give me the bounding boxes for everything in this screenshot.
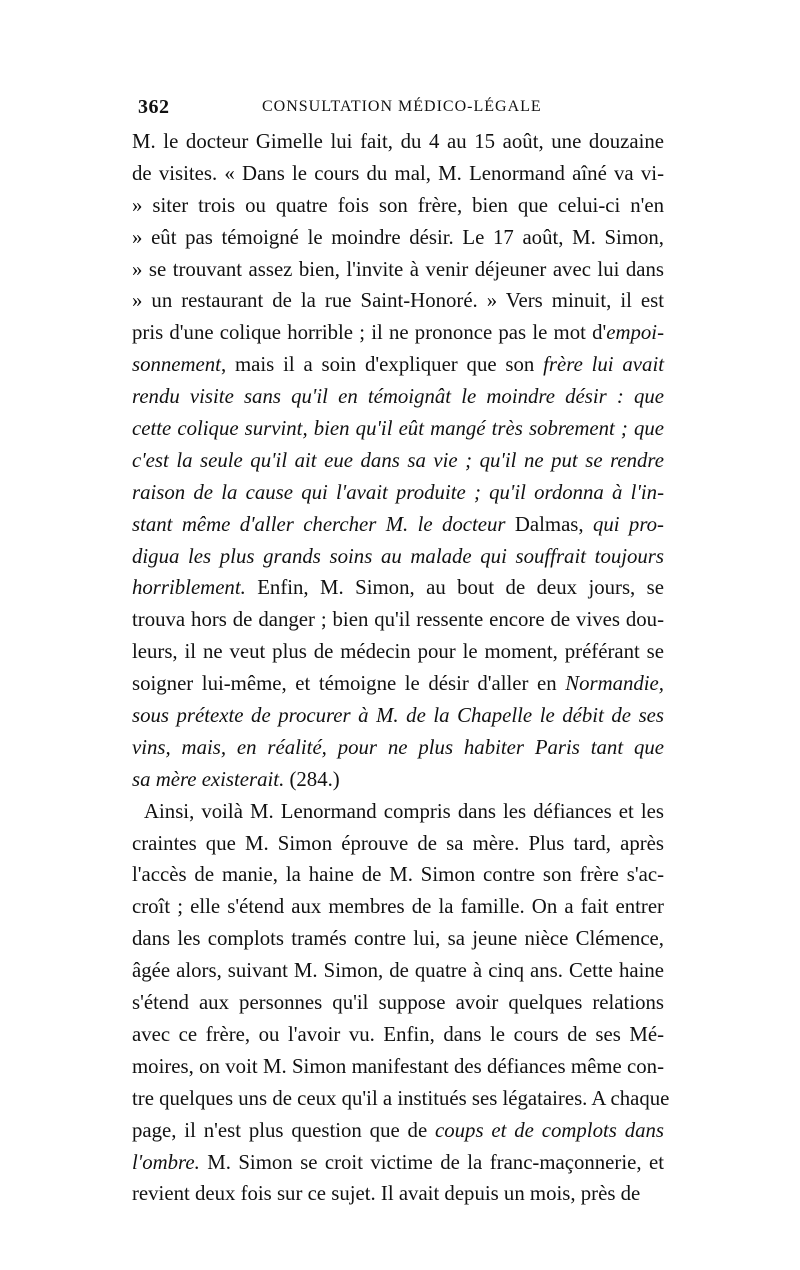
text-line bbox=[132, 477, 664, 509]
text-line bbox=[132, 859, 664, 891]
text-segment: croît ; elle s'étend aux membres de la famille. On a fait entrer bbox=[132, 895, 664, 919]
italic-text-segment: digua les plus grands soins au malade qui souffrait toujours bbox=[132, 544, 664, 568]
text-segment: , mais il a soin d'expliquer que son bbox=[220, 353, 544, 377]
italic-text-segment: cette colique survint, bien qu'il eût mangé très sobrement ; que bbox=[132, 417, 664, 441]
italic-text-segment: sonnement bbox=[132, 353, 221, 377]
text-line bbox=[132, 987, 664, 1019]
text-line bbox=[132, 413, 664, 445]
text-line bbox=[132, 1115, 664, 1147]
italic-text-segment: horriblement. bbox=[132, 576, 246, 600]
text-segment: soigner lui-même, et témoigne le désir d'aller en bbox=[132, 672, 566, 696]
italic-text-segment: rendu visite sans qu'il en témoignât le moindre désir : que bbox=[132, 385, 664, 409]
italic-text-segment: c'est la seule qu'il ait eue dans sa vie ; qu'il ne put se rendre bbox=[132, 448, 664, 472]
text-line bbox=[132, 955, 664, 987]
text-segment: craintes que M. Simon éprouve de sa mère. Plus tard, après bbox=[132, 831, 664, 855]
text-segment: (284.) bbox=[284, 767, 340, 791]
text-segment: » eût pas témoigné le moindre désir. Le 17 août, M. Simon, bbox=[132, 225, 664, 249]
text-segment: Enfin, M. Simon, au bout de deux jours, se bbox=[245, 576, 664, 600]
text-segment: pris d'une colique horrible ; il ne prononce pas le mot d' bbox=[132, 321, 607, 345]
text-line bbox=[132, 126, 664, 158]
text-line bbox=[132, 923, 664, 955]
italic-text-segment: sous prétexte de procurer à M. de la Chapelle le débit de ses bbox=[132, 704, 664, 728]
text-segment: s'étend aux personnes qu'il suppose avoir quelques relations bbox=[132, 991, 664, 1015]
text-segment: moires, on voit M. Simon manifestant des défiances même con- bbox=[132, 1054, 664, 1078]
italic-text-segment: qui pro- bbox=[592, 512, 664, 536]
text-line bbox=[132, 764, 664, 796]
text-line bbox=[132, 349, 664, 381]
text-segment: » siter trois ou quatre fois son frère, bien que celui-ci n'en bbox=[132, 193, 664, 217]
italic-text-segment: empoi- bbox=[606, 321, 664, 345]
page-number: 362 bbox=[138, 96, 170, 118]
italic-text-segment: vins, mais, en réalité, pour ne plus habiter Paris tant que bbox=[132, 735, 664, 759]
text-segment: page, il n'est plus question que de bbox=[132, 1118, 436, 1142]
text-line bbox=[132, 1051, 664, 1083]
text-line bbox=[132, 1019, 664, 1051]
text-segment: » se trouvant assez bien, l'invite à venir déjeuner avec lui dans bbox=[132, 257, 664, 281]
page-header bbox=[138, 96, 662, 126]
text-line bbox=[132, 668, 664, 700]
text-segment: leurs, il ne veut plus de médecin pour le moment, préférant se bbox=[132, 640, 664, 664]
text-line bbox=[132, 1147, 664, 1179]
text-segment: , bbox=[578, 512, 593, 536]
text-line bbox=[132, 317, 664, 349]
text-line bbox=[132, 828, 664, 860]
text-segment: M. le docteur Gimelle lui fait, du 4 au 15 août, une douzaine bbox=[132, 130, 664, 153]
text-segment: âgée alors, suivant M. Simon, de quatre à cinq ans. Cette haine bbox=[132, 959, 664, 983]
text-segment: avec ce frère, ou l'avoir vu. Enfin, dans le cours de ses Mé- bbox=[132, 1022, 664, 1046]
text-segment: de visites. « Dans le cours du mal, M. Lenormand aîné va vi- bbox=[132, 161, 664, 185]
text-line bbox=[132, 891, 664, 923]
italic-text-segment: coups et de complots dans bbox=[435, 1118, 664, 1142]
text-segment: Ainsi, voilà M. Lenormand compris dans les défiances et les bbox=[144, 799, 664, 823]
text-line bbox=[132, 222, 664, 254]
text-segment: » un restaurant de la rue Saint-Honoré. » Vers minuit, il est bbox=[132, 289, 664, 313]
text-segment: tre quelques uns de ceux qu'il a institués ses légataires. A chaque bbox=[132, 1086, 670, 1110]
text-line bbox=[132, 636, 664, 668]
text-line bbox=[132, 158, 664, 190]
text-line bbox=[132, 1178, 664, 1210]
text-line bbox=[132, 732, 664, 764]
italic-text-segment: stant même d'aller chercher M. le docteur bbox=[132, 512, 515, 536]
text-line bbox=[132, 572, 664, 604]
text-line bbox=[132, 381, 664, 413]
text-line bbox=[132, 796, 664, 828]
text-segment: dans les complots tramés contre lui, sa jeune nièce Clémence, bbox=[132, 927, 664, 951]
italic-text-segment: frère lui avait bbox=[543, 353, 664, 377]
text-segment: trouva hors de danger ; bien qu'il ressente encore de vives dou- bbox=[132, 608, 664, 632]
italic-text-segment: Normandie, bbox=[565, 672, 664, 696]
italic-text-segment: sa mère existerait. bbox=[132, 767, 285, 791]
text-line bbox=[132, 1083, 670, 1115]
body-text bbox=[132, 126, 670, 1210]
text-line bbox=[132, 604, 664, 636]
text-line bbox=[132, 190, 664, 222]
text-line bbox=[132, 541, 664, 573]
text-line bbox=[132, 700, 664, 732]
text-line bbox=[132, 254, 664, 286]
text-segment: l'accès de manie, la haine de M. Simon contre son frère s'ac- bbox=[132, 863, 664, 887]
text-line bbox=[132, 285, 664, 317]
text-line bbox=[132, 445, 664, 477]
text-line bbox=[132, 509, 664, 541]
italic-text-segment: raison de la cause qui l'avait produite ; qu'il ordonna à l'in- bbox=[132, 480, 664, 504]
text-segment: M. Simon se croit victime de la franc-maçonnerie, et bbox=[199, 1150, 664, 1174]
running-head: CONSULTATION MÉDICO-LÉGALE bbox=[262, 98, 542, 115]
text-segment: Dalmas bbox=[514, 512, 579, 536]
italic-text-segment: l'ombre. bbox=[132, 1150, 200, 1174]
text-segment: revient deux fois sur ce sujet. Il avait depuis un mois, près de bbox=[132, 1182, 641, 1206]
